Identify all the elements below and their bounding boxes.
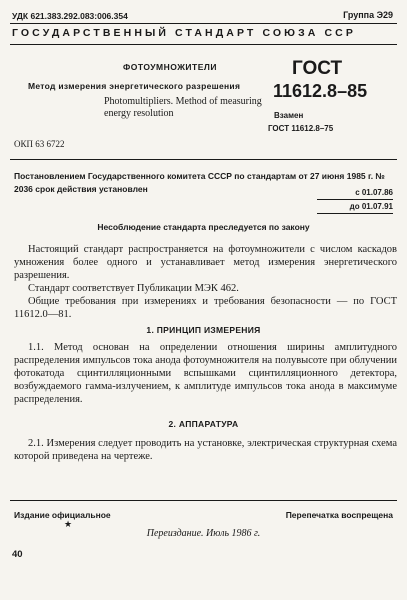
- group-code: Группа Э29: [343, 10, 393, 20]
- replaces-gost: ГОСТ 11612.8–75: [268, 124, 334, 133]
- decree-text: Постановлением Государственного комитета СССР по стандартам от 27 июня 1985 г. № 2036 срок действия установлен: [14, 171, 385, 194]
- okp-code: ОКП 63 6722: [14, 139, 65, 149]
- footer-rule: [10, 500, 397, 501]
- gost-number: 11612.8–85: [273, 81, 368, 101]
- penalty-notice: Несоблюдение стандарта преследуется по закону: [97, 222, 310, 232]
- section-heading: 1. ПРИНЦИП ИЗМЕРЕНИЯ: [146, 325, 261, 335]
- title-rule: [10, 44, 397, 45]
- intro-paragraph: Стандарт соответствует Публикации МЭК 462.: [28, 283, 239, 294]
- reprint-notice: Перепечатка воспрещена: [285, 510, 393, 520]
- star-icon: ★: [64, 519, 73, 529]
- valid-to: до 01.07.91: [317, 200, 393, 214]
- udk-code: УДК 621.383.292.083:006.354: [12, 11, 128, 21]
- section-text: 2.1. Измерения следует проводить на установке, электрическая структурная схема которой приведена на чертеже.: [14, 438, 397, 462]
- standard-title: ГОСУДАРСТВЕННЫЙ СТАНДАРТ СОЮЗА ССР: [12, 27, 356, 39]
- edition-label: Издание официальное: [14, 510, 111, 520]
- reissue-note: Переиздание. Июль 1986 г.: [146, 528, 261, 539]
- gost-label: ГОСТ: [292, 58, 343, 79]
- replaces-label: Взамен: [274, 111, 304, 120]
- validity-dates: [317, 186, 393, 214]
- document-title: ФОТОУМНОЖИТЕЛИ: [123, 62, 217, 72]
- intro-paragraph: Настоящий стандарт распространяется на фотоумножители с числом каскадов умножения более одного и устанавливает метод измерения энергетического разрешения.: [14, 244, 397, 281]
- page-number: 40: [12, 549, 23, 560]
- section-heading: 2. АППАРАТУРА: [168, 419, 239, 429]
- valid-from: с 01.07.86: [317, 186, 393, 200]
- method-title-ru: Метод измерения энергетического разрешения: [28, 81, 241, 91]
- top-rule: [10, 23, 397, 24]
- method-title-en: Photomultipliers. Method of measuring energy resolution: [104, 96, 262, 119]
- intro-paragraph: Общие требования при измерениях и требования безопасности — по ГОСТ 11612.0—81.: [14, 296, 397, 320]
- okp-rule: [10, 159, 397, 160]
- section-text: 1.1. Метод основан на определении отношения ширины амплитудного распределения импульсов тока анода фотоумножителя на полувысоте при облучении фотокатода сцинтилляционными вспышками сцинтилляционного детектора, возбуждаемого гамма-излучением, к амплитуде импульсов тока анода в максимуме распределения.: [14, 342, 397, 405]
